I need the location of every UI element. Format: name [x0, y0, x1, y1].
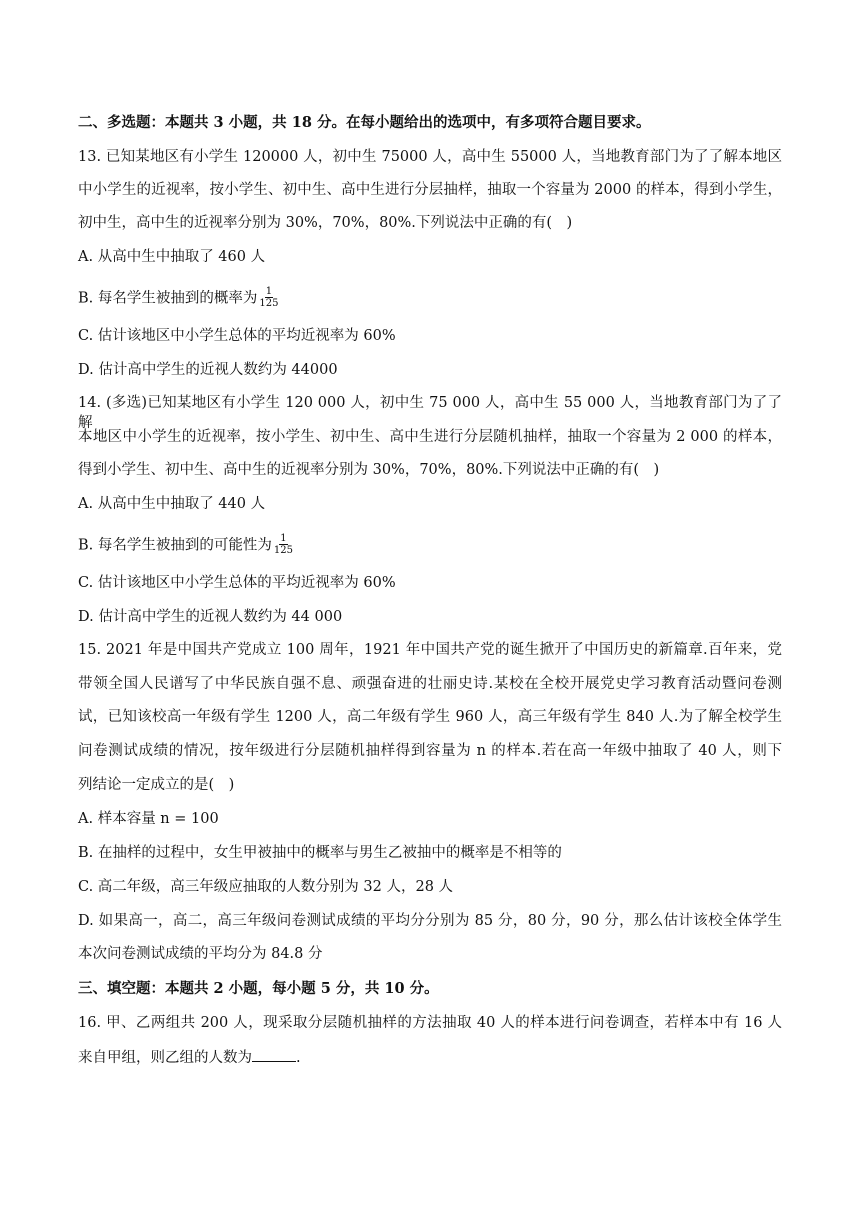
q13-option-d: D. 估计高中学生的近视人数约为 44000	[78, 362, 338, 378]
q15-stem-line-2: 带领全国人民谱写了中华民族自强不息、顽强奋进的壮丽史诗.某校在全校开展党史学习教育活动暨问卷测	[78, 676, 782, 692]
section-2-header: 二、多选题：本题共 3 小题，共 18 分。在每小题给出的选项中，有多项符合题目要求。	[78, 114, 651, 131]
q13-stem-line-2: 中小学生的近视率，按小学生、初中生、高中生进行分层抽样，抽取一个容量为 2000 的样本，得到小学生，	[78, 182, 782, 198]
q14-option-d: D. 估计高中学生的近视人数约为 44 000	[78, 609, 343, 625]
q15-option-c: C. 高二年级，高三年级应抽取的人数分别为 32 人，28 人	[78, 879, 454, 895]
q14-option-b-text: B. 每名学生被抽到的可能性为	[78, 537, 272, 554]
q15-stem-line-1: 15. 2021 年是中国共产党成立 100 周年，1921 年中国共产党的诞生掀开了中国历史的新篇章.百年来，党	[78, 642, 782, 658]
q15-stem-line-5: 列结论一定成立的是( )	[78, 777, 235, 793]
q13-stem-line-3: 初中生，高中生的近视率分别为 30%，70%，80%.下列说法中正确的有( )	[78, 215, 573, 231]
q14-option-a: A. 从高中生中抽取了 440 人	[78, 496, 266, 512]
q15-option-a: A. 样本容量 n = 100	[78, 811, 219, 827]
q16-line-1: 16. 甲、乙两组共 200 人，现采取分层随机抽样的方法抽取 40 人的样本进行问卷调查，若样本中有 16 人	[78, 1015, 782, 1031]
q13-option-b-text: B. 每名学生被抽到的概率为	[78, 290, 258, 307]
q15-option-d-line-2: 本次问卷测试成绩的平均分为 84.8 分	[78, 946, 323, 962]
q14-option-b	[78, 534, 295, 557]
q13-option-b-fraction	[258, 286, 279, 309]
q14-option-c: C. 估计该地区中小学生总体的平均近视率为 60%	[78, 575, 396, 591]
q14-option-b-fraction	[273, 533, 294, 556]
section-3-header: 三、填空题：本题共 2 小题，每小题 5 分，共 10 分。	[78, 980, 439, 997]
q14-stem-line-3: 得到小学生、初中生、高中生的近视率分别为 30%，70%，80%.下列说法中正确的有( )	[78, 462, 660, 478]
q15-stem-line-4: 问卷测试成绩的情况，按年级进行分层随机抽样得到容量为 n 的样本.若在高一年级中抽取了 40 人，则下	[78, 743, 782, 759]
q16-line-2	[78, 1047, 301, 1068]
q16-line-2-end: .	[296, 1050, 301, 1066]
q16-line-2-text: 来自甲组，则乙组的人数为	[78, 1050, 252, 1066]
q13-option-a: A. 从高中生中抽取了 460 人	[78, 249, 266, 265]
fraction-numerator: 1	[265, 286, 273, 297]
fraction-numerator: 1	[280, 533, 287, 544]
q14-stem-line-2: 本地区中小学生的近视率，按小学生、初中生、高中生进行分层随机抽样，抽取一个容量为 2 000 的样本，	[78, 429, 782, 445]
q15-stem-line-3: 试，已知该校高一年级有学生 1200 人，高二年级有学生 960 人，高三年级有学生 840 人.为了解全校学生	[78, 709, 782, 725]
q13-option-b	[78, 287, 280, 310]
q15-option-b: B. 在抽样的过程中，女生甲被抽中的概率与男生乙被抽中的概率是不相等的	[78, 845, 562, 861]
q13-stem-line-1: 13. 已知某地区有小学生 120000 人，初中生 75000 人，高中生 55000 人，当地教育部门为了了解本地区	[78, 149, 782, 165]
q14-stem-line-1: 14. (多选)已知某地区有小学生 120 000 人，初中生 75 000 人，高中生 55 000 人，当地教育部门为了了解	[78, 395, 782, 431]
q13-option-c: C. 估计该地区中小学生总体的平均近视率为 60%	[78, 328, 396, 344]
fraction-denominator: 125	[259, 298, 279, 309]
fraction-denominator: 125	[273, 545, 293, 556]
answer-blank	[252, 1047, 296, 1062]
q15-option-d-line-1: D. 如果高一，高二，高三年级问卷测试成绩的平均分分别为 85 分，80 分，90 分，那么估计该校全体学生	[78, 913, 782, 929]
